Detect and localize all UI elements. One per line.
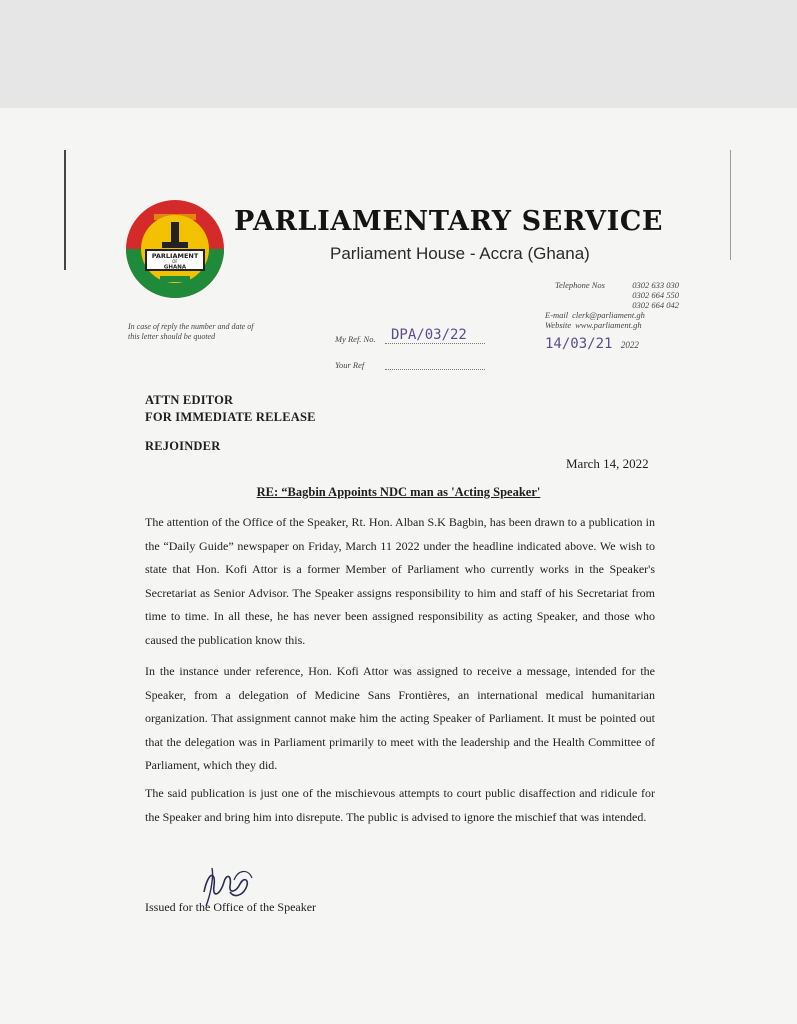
- top-bar: [0, 0, 797, 108]
- closing-line: Issued for the Office of the Speaker: [145, 900, 317, 914]
- rejoinder-line: REJOINDER: [145, 439, 221, 453]
- website-label: Website: [545, 320, 572, 330]
- contact-block: [545, 280, 679, 330]
- telephone-number: 0302 633 030: [632, 280, 679, 290]
- page-edge-mark: [730, 150, 731, 260]
- reply-note: In case of reply the number and date of this letter should be quoted: [128, 322, 254, 341]
- year-suffix: 2022: [620, 340, 639, 350]
- paragraph: The said publication is just one of the mischievous attempts to court public disaffection and ridicule for the Speaker and bring him into disrepute. The public is advised to ignore the mischief that was intended.: [145, 786, 655, 824]
- parliament-logo: [124, 198, 226, 300]
- release-line: FOR IMMEDIATE RELEASE: [145, 410, 316, 424]
- telephone-number: 0302 664 550: [632, 290, 679, 300]
- letter-date: March 14, 2022: [566, 456, 649, 471]
- telephone-label: Telephone Nos: [555, 280, 605, 290]
- paragraph: The attention of the Office of the Speaker, Rt. Hon. Alban S.K Bagbin, has been drawn to a publication in the “Daily Guide” newspaper on Friday, March 11 2022 under the headline indicated above. We wish to state that Hon. Kofi Attor is a former Member of Parliament who currently works in the Speaker's Secretariat as Senior Advisor. The Speaker assigns responsibility to him and staff of his Secretariat from time to time. In all these, he has never been assigned responsibility as acting Speaker, and those who caused the publication know this.: [145, 515, 655, 647]
- page-edge-mark: [64, 150, 66, 270]
- your-ref-label: Your Ref: [335, 360, 365, 370]
- email-label: E-mail: [545, 310, 569, 320]
- website-value: www.parliament.gh: [575, 320, 642, 330]
- handwritten-date: [545, 336, 639, 352]
- logo-text-line2: OF: [172, 259, 178, 264]
- handwritten-date-value: 14/03/21: [545, 336, 613, 352]
- paragraph: In the instance under reference, Hon. Kofi Attor was assigned to receive a message, intended for the Speaker, from a delegation of Medicine Sans Frontières, an international medical humanitarian organization. That assignment cannot make him the acting Speaker of Parliament. It must be pointed out that the delegation was in Parliament primarily to meet with the leadership and the Health Committee of Parliament, which they did.: [145, 664, 655, 772]
- my-ref-label: My Ref. No.: [335, 334, 376, 344]
- attn-line: ATTN EDITOR: [145, 393, 234, 407]
- your-ref-line: [385, 355, 485, 370]
- letter-subject-text: RE: “Bagbin Appoints NDC man as 'Acting Speaker': [256, 485, 541, 499]
- telephone-number: 0302 664 042: [632, 300, 679, 310]
- email-value: clerk@parliament.gh: [572, 310, 645, 320]
- reference-block: [335, 318, 485, 370]
- org-address: Parliament House - Accra (Ghana): [330, 244, 590, 263]
- logo-text-line3: GHANA: [163, 264, 187, 271]
- letter-subject: [0, 485, 797, 500]
- logo-text-line1: PARLIAMENT: [151, 252, 199, 260]
- my-ref-value: DPA/03/22: [391, 327, 467, 343]
- org-name: PARLIAMENTARY SERVICE: [234, 206, 664, 237]
